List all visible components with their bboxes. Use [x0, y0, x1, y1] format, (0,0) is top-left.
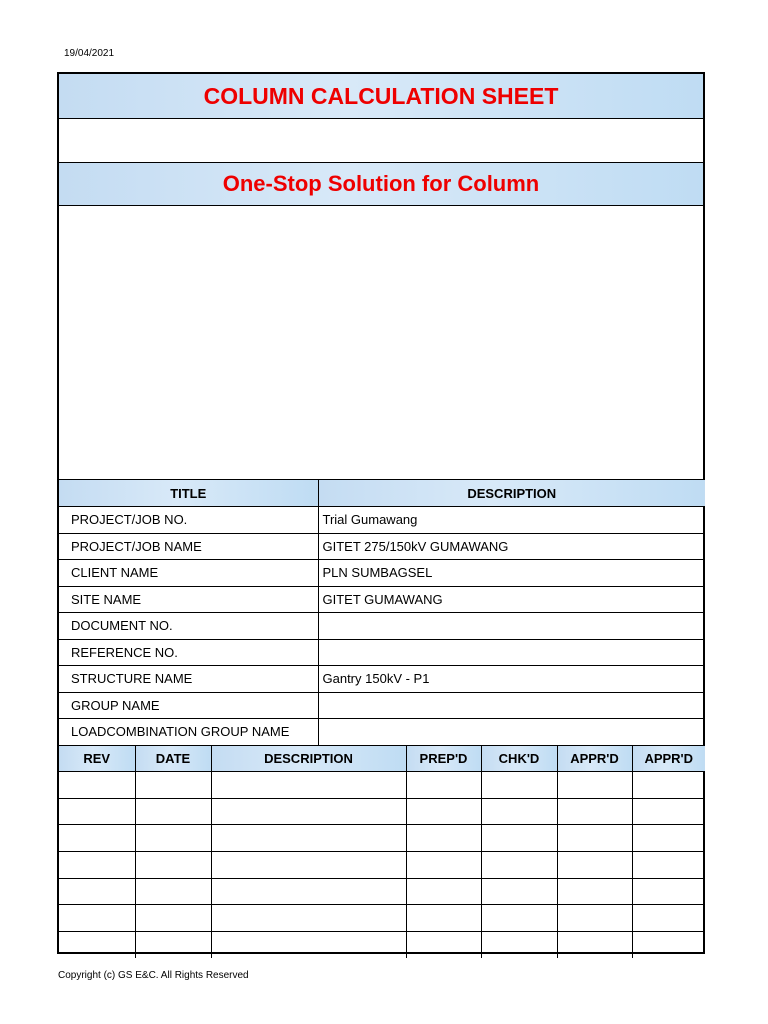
revision-cell[interactable]	[481, 798, 557, 825]
revision-cell[interactable]	[135, 798, 211, 825]
revision-cell[interactable]	[557, 798, 632, 825]
copyright-notice: Copyright (c) GS E&C. All Rights Reserved	[58, 970, 249, 981]
revision-cell[interactable]	[211, 905, 406, 932]
revision-cell[interactable]	[59, 772, 135, 799]
revision-row	[59, 798, 705, 825]
revision-cell[interactable]	[632, 905, 705, 932]
calculation-sheet	[57, 72, 705, 954]
info-label: GROUP NAME	[59, 692, 318, 719]
info-label: STRUCTURE NAME	[59, 666, 318, 693]
info-label: SITE NAME	[59, 586, 318, 613]
revision-cell[interactable]	[481, 932, 557, 959]
revision-cell[interactable]	[481, 772, 557, 799]
revision-row	[59, 878, 705, 905]
info-table	[59, 480, 705, 746]
revision-cell[interactable]	[632, 772, 705, 799]
revision-cell[interactable]	[135, 878, 211, 905]
info-row	[59, 586, 705, 613]
info-row	[59, 533, 705, 560]
revision-row	[59, 932, 705, 959]
info-value[interactable]: GITET GUMAWANG	[318, 586, 705, 613]
revision-cell[interactable]	[135, 932, 211, 959]
revision-header: DESCRIPTION	[211, 746, 406, 772]
info-label: REFERENCE NO.	[59, 639, 318, 666]
revision-cell[interactable]	[481, 905, 557, 932]
revision-cell[interactable]	[135, 852, 211, 879]
revision-cell[interactable]	[406, 798, 481, 825]
sheet-subtitle: One-Stop Solution for Column	[59, 163, 703, 206]
sheet-title: COLUMN CALCULATION SHEET	[59, 74, 703, 119]
revision-cell[interactable]	[406, 878, 481, 905]
revision-cell[interactable]	[632, 798, 705, 825]
document-date: 19/04/2021	[64, 48, 115, 59]
info-label: DOCUMENT NO.	[59, 613, 318, 640]
info-row	[59, 560, 705, 587]
revision-cell[interactable]	[557, 878, 632, 905]
revision-cell[interactable]	[59, 905, 135, 932]
info-row	[59, 639, 705, 666]
revision-cell[interactable]	[557, 932, 632, 959]
revision-cell[interactable]	[481, 878, 557, 905]
revision-cell[interactable]	[406, 852, 481, 879]
info-row	[59, 719, 705, 746]
info-row	[59, 666, 705, 693]
revision-cell[interactable]	[59, 798, 135, 825]
revision-row	[59, 905, 705, 932]
revision-cell[interactable]	[406, 772, 481, 799]
revision-cell[interactable]	[557, 825, 632, 852]
revision-cell[interactable]	[632, 878, 705, 905]
revision-row	[59, 825, 705, 852]
revision-header: APPR'D	[557, 746, 632, 772]
revision-cell[interactable]	[59, 852, 135, 879]
revision-header: CHK'D	[481, 746, 557, 772]
info-row	[59, 692, 705, 719]
revision-cell[interactable]	[135, 825, 211, 852]
revision-row	[59, 772, 705, 799]
info-header-description: DESCRIPTION	[318, 480, 705, 507]
revision-cell[interactable]	[211, 852, 406, 879]
revision-cell[interactable]	[406, 932, 481, 959]
info-label: PROJECT/JOB NAME	[59, 533, 318, 560]
info-value[interactable]: Gantry 150kV - P1	[318, 666, 705, 693]
revision-cell[interactable]	[59, 932, 135, 959]
revision-cell[interactable]	[406, 905, 481, 932]
info-value[interactable]	[318, 692, 705, 719]
revision-cell[interactable]	[135, 905, 211, 932]
revision-cell[interactable]	[557, 905, 632, 932]
info-header-title: TITLE	[59, 480, 318, 507]
blank-area-main	[59, 206, 703, 480]
revision-cell[interactable]	[632, 932, 705, 959]
revision-cell[interactable]	[211, 825, 406, 852]
revision-cell[interactable]	[211, 798, 406, 825]
info-label: CLIENT NAME	[59, 560, 318, 587]
info-value[interactable]: PLN SUMBAGSEL	[318, 560, 705, 587]
revision-cell[interactable]	[59, 878, 135, 905]
revision-table	[59, 745, 705, 958]
info-label: LOADCOMBINATION GROUP NAME	[59, 719, 318, 746]
revision-cell[interactable]	[557, 772, 632, 799]
revision-cell[interactable]	[135, 772, 211, 799]
revision-cell[interactable]	[211, 772, 406, 799]
revision-row	[59, 852, 705, 879]
info-label: PROJECT/JOB NO.	[59, 507, 318, 534]
info-value[interactable]	[318, 719, 705, 746]
revision-cell[interactable]	[632, 825, 705, 852]
info-value[interactable]	[318, 639, 705, 666]
revision-cell[interactable]	[211, 932, 406, 959]
revision-cell[interactable]	[632, 852, 705, 879]
info-value[interactable]	[318, 613, 705, 640]
blank-area-top	[59, 119, 703, 163]
info-value[interactable]: Trial Gumawang	[318, 507, 705, 534]
info-value[interactable]: GITET 275/150kV GUMAWANG	[318, 533, 705, 560]
revision-header: PREP'D	[406, 746, 481, 772]
revision-cell[interactable]	[481, 852, 557, 879]
revision-header: REV	[59, 746, 135, 772]
revision-cell[interactable]	[406, 825, 481, 852]
revision-cell[interactable]	[481, 825, 557, 852]
revision-header: DATE	[135, 746, 211, 772]
info-row	[59, 507, 705, 534]
revision-cell[interactable]	[557, 852, 632, 879]
revision-cell[interactable]	[211, 878, 406, 905]
revision-cell[interactable]	[59, 825, 135, 852]
revision-header: APPR'D	[632, 746, 705, 772]
info-row	[59, 613, 705, 640]
